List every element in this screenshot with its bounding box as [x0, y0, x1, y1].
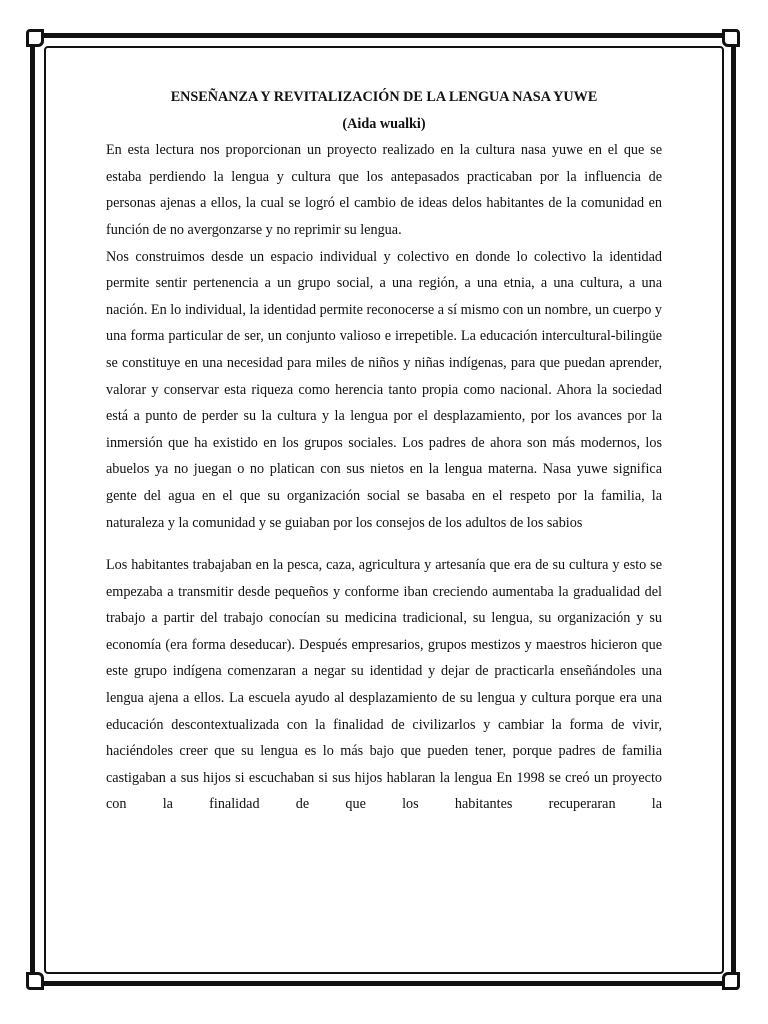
- border-corner-ornament: [722, 29, 740, 47]
- document-title: ENSEÑANZA Y REVITALIZACIÓN DE LA LENGUA NASA YUWE: [170, 89, 598, 105]
- border-corner-ornament: [26, 29, 44, 47]
- paragraph-history: Los habitantes trabajaban en la pesca, caza, agricultura y artesanía que era de su cultura y esto se empezaba a transmitir desde pequeños y conforme iban creciendo aumentaba la gradualidad del trabajo a partir del trabajo conocían su medicina tradicional, su lengua, su organización y su economía (era forma deseducar). Después empresarios, grupos mestizos y maestros hicieron que este grupo indígena comenzaran a negar su identidad y dejar de practicarla enseñándoles una lengua ajena a ellos. La escuela ayudo al desplazamiento de su lengua y cultura porque era una educación descontextualizada con la finalidad de civilizarlos y cambiar la forma de vivir, haciéndoles creer que su lengua es lo más bajo que pueden tener, porque padres de familia castigaban a sus hijos si escuchaban si sus hijos hablaran la lengua En 1998 se creó un proyecto con la finalidad de que los habitantes recuperaran la: [106, 557, 662, 813]
- document-body: [106, 84, 662, 818]
- border-corner-ornament: [722, 972, 740, 990]
- document-author: (Aida wualki): [342, 115, 426, 132]
- paragraph-identity: Nos construimos desde un espacio individual y colectivo en donde lo colectivo la identidad permite sentir pertenencia a un grupo social, a una región, a una etnia, a una cultura, a una nación. En lo individual, la identidad permite reconocerse a sí mismo con un nombre, un cuerpo y una forma particular de ser, un conjunto valioso e irrepetible. La educación intercultural-bilingüe se constituye en una necesidad para miles de niños y niñas indígenas, para que puedan aprender, valorar y conservar esta riqueza como herencia tanto propia como nacional. Ahora la sociedad está a punto de perder su la cultura y la lengua por el desplazamiento, por los avances por la inmersión que ha existido en los grupos sociales. Los padres de ahora son más modernos, los abuelos ya no juegan o no platican con sus nietos en la lengua materna. Nasa yuwe significa gente del agua en el que su organización social se basaba en el respeto por la familia, la naturaleza y la comunidad y se guiaban por los consejos de los adultos de los sabios: [106, 248, 662, 531]
- border-corner-ornament: [26, 972, 44, 990]
- paragraph-intro: En esta lectura nos proporcionan un proyecto realizado en la cultura nasa yuwe en el que se estaba perdiendo la lengua y cultura que los antepasados practicaban por la influencia de personas ajenas a ellos, la cual se logró el cambio de ideas delos habitantes de la comunidad en función de no avergonzarse y no reprimir su lengua.: [106, 142, 662, 238]
